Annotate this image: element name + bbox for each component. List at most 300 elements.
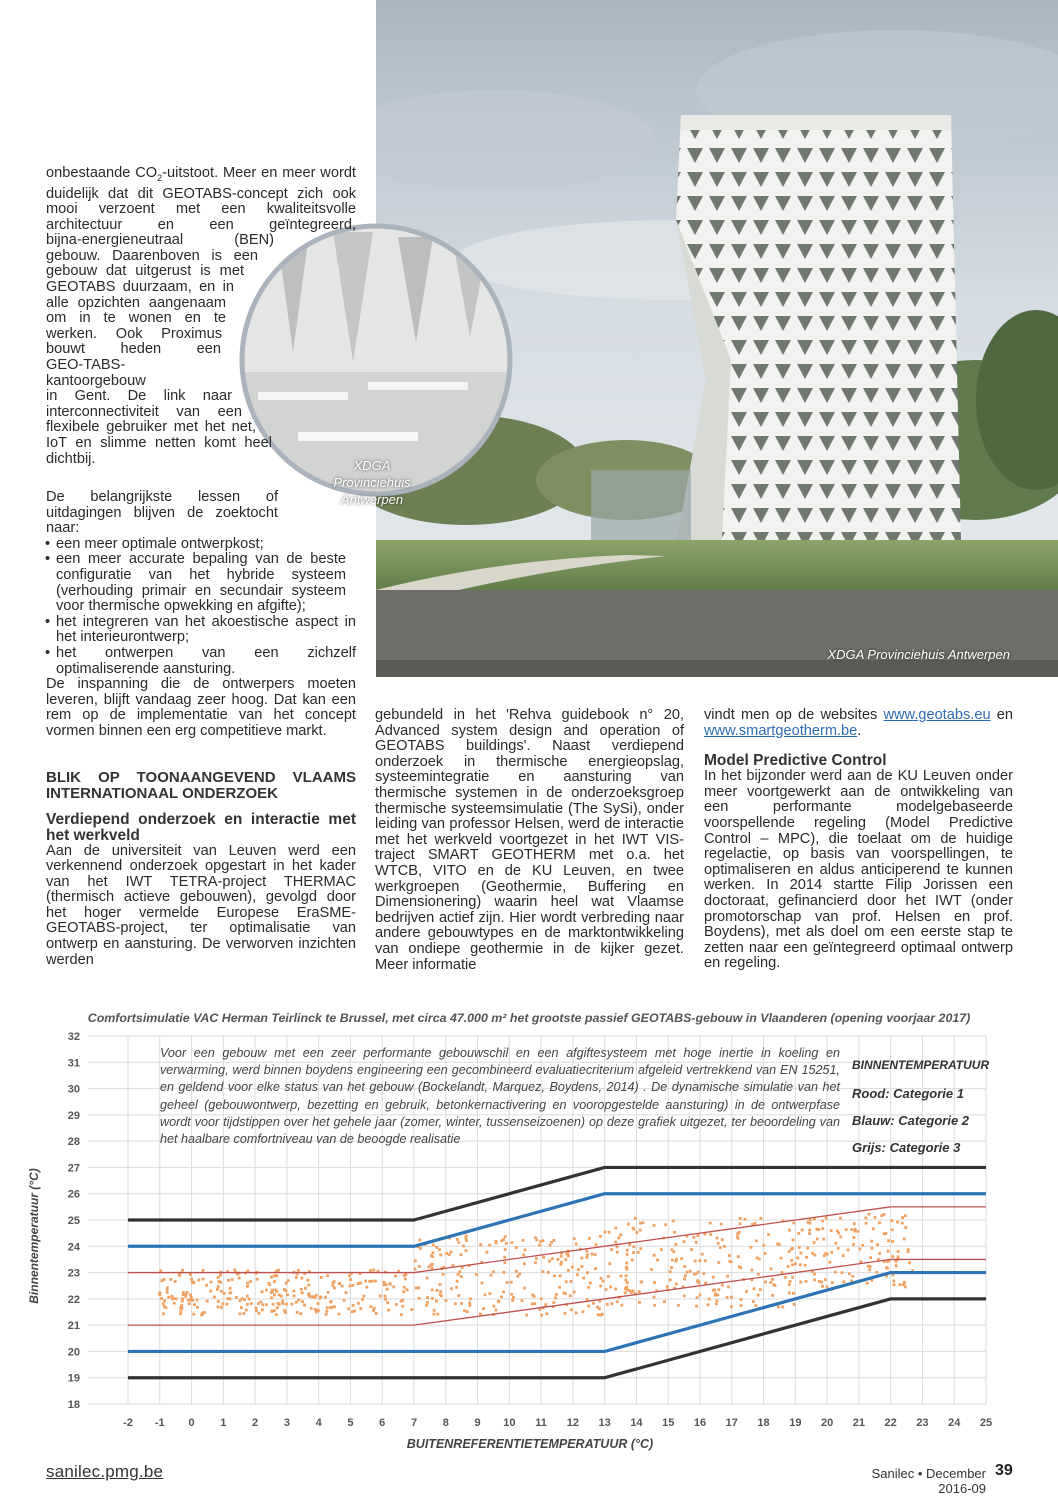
scatter-point [193, 1303, 196, 1306]
scatter-point [672, 1220, 675, 1223]
scatter-point [609, 1286, 612, 1289]
scatter-point [799, 1263, 802, 1266]
scatter-point [516, 1275, 519, 1278]
scatter-point [402, 1290, 405, 1293]
scatter-point [174, 1280, 177, 1283]
x-tick-label: 7 [410, 1417, 418, 1429]
y-axis-label: Binnentemperatuur (°C) [27, 1168, 41, 1304]
scatter-point [462, 1245, 465, 1248]
scatter-point [257, 1302, 260, 1305]
scatter-point [639, 1229, 642, 1232]
scatter-point [717, 1261, 720, 1264]
scatter-point [351, 1284, 354, 1287]
scatter-point [717, 1242, 720, 1245]
col3-paragraph: In het bijzonder werd aan de KU Leuven onder meer voortgewerkt aan de ontwikkeling van een performante modelgebaseerde voorspellende regeling (Model Predictive Control – MPC), die toelaat om de huidige regelactie, op basis van voorspellingen, te optimaliseren en aldus anticiperend te kunnen werken. In 2014 startte Filip Jorissen een doctoraat, gefinancierd door het IWT (onder promotorschap van prof. Helsen en prof. Boydens), met als doel om een eerste stap te zetten naar een geïntegreerd optimaal ontwerp en regeling. [704, 768, 1013, 972]
scatter-point [904, 1226, 907, 1229]
scatter-point [839, 1235, 842, 1238]
scatter-point [555, 1293, 558, 1296]
scatter-point [699, 1259, 702, 1262]
x-tick-label: 23 [916, 1417, 929, 1429]
scatter-point [395, 1303, 398, 1306]
scatter-point [750, 1246, 753, 1249]
scatter-point [374, 1280, 377, 1283]
scatter-point [866, 1282, 869, 1285]
scatter-point [403, 1286, 406, 1289]
scatter-point [160, 1297, 163, 1300]
scatter-point [605, 1288, 608, 1291]
footer-site[interactable]: sanilec.pmg.be [46, 1462, 164, 1481]
scatter-point [307, 1284, 310, 1287]
scatter-point [899, 1283, 902, 1286]
scatter-point [771, 1294, 774, 1297]
scatter-point [300, 1277, 303, 1280]
scatter-point [534, 1261, 537, 1264]
scatter-point [792, 1239, 795, 1242]
scatter-point [634, 1217, 637, 1220]
scatter-point [904, 1285, 907, 1288]
scatter-point [875, 1271, 878, 1274]
scatter-point [669, 1270, 672, 1273]
scatter-point [895, 1264, 898, 1267]
scatter-point [235, 1296, 238, 1299]
x-tick-label: -2 [123, 1417, 133, 1429]
scatter-point [249, 1280, 252, 1283]
scatter-point [790, 1248, 793, 1251]
x-tick-label: 5 [347, 1417, 354, 1429]
scatter-point [433, 1313, 436, 1316]
scatter-point [361, 1298, 364, 1301]
scatter-point [333, 1305, 336, 1308]
scatter-point [694, 1260, 697, 1263]
scatter-point [752, 1300, 755, 1303]
scatter-point [791, 1264, 794, 1267]
scatter-point [564, 1312, 567, 1315]
scatter-point [386, 1301, 389, 1304]
scatter-point [560, 1255, 563, 1258]
scatter-point [431, 1267, 434, 1270]
y-tick-labels [68, 1031, 81, 1411]
scatter-point [684, 1274, 687, 1277]
scatter-point [497, 1300, 500, 1303]
scatter-point [387, 1309, 390, 1312]
x-tick-label: 2 [252, 1417, 259, 1429]
column-1 [46, 166, 356, 467]
scatter-point [589, 1282, 592, 1285]
scatter-point [625, 1274, 628, 1277]
scatter-point [292, 1290, 295, 1293]
scatter-point [805, 1256, 808, 1259]
legend-title: BINNENTEMPERATUUR [852, 1058, 990, 1072]
scatter-point [807, 1221, 810, 1224]
scatter-point [837, 1232, 840, 1235]
scatter-point [158, 1293, 161, 1296]
scatter-point [220, 1290, 223, 1293]
scatter-point [515, 1246, 518, 1249]
scatter-point [901, 1216, 904, 1219]
scatter-point [405, 1273, 408, 1276]
scatter-point [533, 1302, 536, 1305]
scatter-point [239, 1299, 242, 1302]
scatter-point [608, 1262, 611, 1265]
scatter-point [445, 1299, 448, 1302]
scatter-point [577, 1268, 580, 1271]
scatter-point [908, 1261, 911, 1264]
scatter-point [343, 1299, 346, 1302]
scatter-point [903, 1282, 906, 1285]
scatter-point [896, 1221, 899, 1224]
scatter-point [826, 1253, 829, 1256]
scatter-point [431, 1251, 434, 1254]
scatter-point [435, 1246, 438, 1249]
scatter-point [576, 1273, 579, 1276]
scatter-point [238, 1277, 241, 1280]
x-tick-label: 14 [630, 1417, 643, 1429]
scatter-point [822, 1238, 825, 1241]
scatter-point [632, 1227, 635, 1230]
scatter-point [435, 1289, 438, 1292]
scatter-point [426, 1277, 429, 1280]
scatter-point [848, 1272, 851, 1275]
scatter-point [762, 1244, 765, 1247]
scatter-point [764, 1281, 767, 1284]
inset-caption-line1: XDGA Provinciehuis [333, 458, 411, 490]
scatter-point [248, 1298, 251, 1301]
scatter-point [304, 1287, 307, 1290]
scatter-point [610, 1248, 613, 1251]
scatter-point [511, 1299, 514, 1302]
scatter-point [891, 1219, 894, 1222]
subsection-heading: Model Predictive Control [704, 752, 887, 770]
scatter-point [522, 1254, 525, 1257]
col3-intro: vindt men op de websites www.geotabs.eu en www.smartgeotherm.be. [704, 707, 1013, 739]
scatter-point [792, 1292, 795, 1295]
scatter-point [465, 1235, 468, 1238]
scatter-point [726, 1275, 729, 1278]
y-tick-label: 27 [67, 1162, 80, 1175]
scatter-point [564, 1292, 567, 1295]
x-tick-label: 9 [474, 1417, 481, 1429]
scatter-point [460, 1275, 463, 1278]
scatter-point [660, 1248, 663, 1251]
scatter-point [290, 1303, 293, 1306]
scatter-point [632, 1251, 635, 1254]
scatter-point [903, 1238, 906, 1241]
scatter-point [255, 1309, 258, 1312]
geotabs-link[interactable]: www.geotabs.eu [883, 707, 991, 723]
scatter-point [708, 1298, 711, 1301]
scatter-point [505, 1242, 508, 1245]
x-tick-label: 12 [566, 1417, 580, 1429]
scatter-point [275, 1313, 278, 1316]
scatter-point [689, 1270, 692, 1273]
scatter-point [310, 1307, 313, 1310]
scatter-point [883, 1232, 886, 1235]
scatter-point [596, 1306, 599, 1309]
scatter-point [721, 1284, 724, 1287]
scatter-point [744, 1218, 747, 1221]
scatter-point [352, 1304, 355, 1307]
scatter-point [552, 1301, 555, 1304]
scatter-point [869, 1256, 872, 1259]
scatter-point [626, 1253, 629, 1256]
scatter-point [808, 1229, 811, 1232]
scatter-point [793, 1303, 796, 1306]
scatter-point [510, 1241, 513, 1244]
scatter-point [220, 1306, 223, 1309]
scatter-point [571, 1266, 574, 1269]
scatter-point [601, 1313, 604, 1316]
scatter-point [337, 1313, 340, 1316]
scatter-point [535, 1238, 538, 1241]
scatter-point [201, 1313, 204, 1316]
scatter-point [570, 1308, 573, 1311]
scatter-point [490, 1274, 493, 1277]
scatter-point [672, 1250, 675, 1253]
scatter-point [440, 1294, 443, 1297]
scatter-point [504, 1248, 507, 1251]
scatter-point [242, 1312, 245, 1315]
scatter-point [432, 1244, 435, 1247]
scatter-point [166, 1291, 169, 1294]
scatter-point [581, 1265, 584, 1268]
scatter-point [567, 1255, 570, 1258]
scatter-point [430, 1254, 433, 1257]
scatter-point [431, 1297, 434, 1300]
scatter-point [243, 1298, 246, 1301]
scatter-point [907, 1248, 910, 1251]
scatter-point [565, 1280, 568, 1283]
scatter-point [759, 1217, 762, 1220]
scatter-point [372, 1269, 375, 1272]
scatter-point [727, 1286, 730, 1289]
scatter-point [389, 1282, 392, 1285]
scatter-point [692, 1236, 695, 1239]
scatter-point [764, 1252, 767, 1255]
scatter-point [586, 1253, 589, 1256]
scatter-point [303, 1304, 306, 1307]
scatter-point [850, 1228, 853, 1231]
scatter-point [538, 1244, 541, 1247]
scatter-point [301, 1291, 304, 1294]
scatter-point [826, 1285, 829, 1288]
scatter-point [874, 1216, 877, 1219]
scatter-point [560, 1261, 563, 1264]
x-tick-label: 3 [283, 1417, 290, 1429]
scatter-point [189, 1273, 192, 1276]
scatter-point [307, 1279, 310, 1282]
scatter-point [837, 1247, 840, 1250]
scatter-point [680, 1257, 683, 1260]
scatter-point [192, 1313, 195, 1316]
scatter-point [296, 1311, 299, 1314]
scatter-point [348, 1274, 351, 1277]
scatter-point [197, 1279, 200, 1282]
x-tick-label: 20 [820, 1417, 834, 1429]
scatter-point [357, 1302, 360, 1305]
scatter-point [285, 1282, 288, 1285]
scatter-point [650, 1268, 653, 1271]
scatter-point [326, 1310, 329, 1313]
scatter-point [709, 1233, 712, 1236]
scatter-point [365, 1286, 368, 1289]
y-tick-label: 21 [67, 1320, 80, 1333]
scatter-point [394, 1275, 397, 1278]
scatter-point [606, 1303, 609, 1306]
scatter-point [558, 1286, 561, 1289]
scatter-point [616, 1246, 619, 1249]
scatter-point [379, 1295, 382, 1298]
scatter-point [196, 1306, 199, 1309]
x-tick-label: 6 [379, 1417, 386, 1429]
scatter-point [179, 1307, 182, 1310]
scatter-point [216, 1288, 219, 1291]
scatter-point [372, 1309, 375, 1312]
scatter-point [811, 1252, 814, 1255]
scatter-point [813, 1273, 816, 1276]
scatter-point [485, 1251, 488, 1254]
scatter-point [463, 1309, 466, 1312]
scatter-point [488, 1292, 491, 1295]
x-tick-label: 13 [598, 1417, 611, 1429]
y-tick-label: 22 [67, 1293, 80, 1306]
scatter-point [371, 1280, 374, 1283]
scatter-point [418, 1265, 421, 1268]
scatter-point [175, 1297, 178, 1300]
scatter-point [638, 1290, 641, 1293]
scatter-point [213, 1296, 216, 1299]
scatter-point [586, 1271, 589, 1274]
scatter-point [159, 1269, 162, 1272]
scatter-point [816, 1238, 819, 1241]
y-tick-label: 28 [67, 1136, 80, 1149]
scatter-point [824, 1278, 827, 1281]
scatter-point [162, 1302, 165, 1305]
scatter-point [602, 1280, 605, 1283]
scatter-point [653, 1281, 656, 1284]
scatter-point [286, 1293, 289, 1296]
scatter-point [166, 1288, 169, 1291]
scatter-point [701, 1253, 704, 1256]
scatter-point [834, 1271, 837, 1274]
scatter-point [456, 1238, 459, 1241]
scatter-point [272, 1303, 275, 1306]
scatter-point [767, 1233, 770, 1236]
scatter-point [582, 1310, 585, 1313]
scatter-point [417, 1286, 420, 1289]
scatter-point [653, 1254, 656, 1257]
scatter-point [878, 1221, 881, 1224]
scatter-point [674, 1243, 677, 1246]
scatter-point [797, 1232, 800, 1235]
scatter-point [551, 1257, 554, 1260]
scatter-point [217, 1285, 220, 1288]
scatter-point [640, 1281, 643, 1284]
scatter-point [531, 1303, 534, 1306]
scatter-point [704, 1282, 707, 1285]
scatter-point [265, 1289, 268, 1292]
scatter-point [876, 1243, 879, 1246]
scatter-point [219, 1274, 222, 1277]
scatter-point [271, 1309, 274, 1312]
scatter-point [353, 1310, 356, 1313]
footer-publication: Sanilec • December 2016-09 [871, 1466, 986, 1496]
scatter-point [639, 1222, 642, 1225]
scatter-point [439, 1254, 442, 1257]
scatter-point [438, 1248, 441, 1251]
scatter-point [278, 1294, 281, 1297]
scatter-point [500, 1239, 503, 1242]
scatter-point [796, 1257, 799, 1260]
scatter-point [347, 1307, 350, 1310]
scatter-point [493, 1305, 496, 1308]
scatter-point [542, 1256, 545, 1259]
scatter-point [857, 1230, 860, 1233]
scatter-point [626, 1249, 629, 1252]
scatter-point [755, 1304, 758, 1307]
scatter-point [506, 1281, 509, 1284]
scatter-point [229, 1287, 232, 1290]
scatter-point [187, 1299, 190, 1302]
scatter-point [788, 1292, 791, 1295]
scatter-point [834, 1242, 837, 1245]
col2-paragraph: gebundeld in het 'Rehva guidebook n° 20, Advanced system design and operation of GEOTABS buildings'. Naast verdiepend onderzoek in thermische energieopslag, systeemintegratie en aansturing van thermische systemen in de onderzoeksgroep thermische systeemsimulatie (The SySi), onder leiding van professor Helsen, werd de interactie met het werkveld voortgezet in het IWT VIS-traject SMART GEOTHERM met o.a. het WTCB, VITO en de KU Leuven, en twee werkgroepen (Geothermie, Buffering en Dimensionering) waarin heel wat Vlaamse bedrijven actief zijn. Hier wordt verbreding naar andere gebouwtypes en de marktontwikkeling van ondiepe geothermie in de kijker gezet. Meer informatie [375, 707, 684, 973]
scatter-point [217, 1305, 220, 1308]
x-tick-label: 22 [884, 1417, 897, 1429]
scatter-point [616, 1251, 619, 1254]
scatter-point [285, 1303, 288, 1306]
scatter-point [769, 1281, 772, 1284]
scatter-point [683, 1265, 686, 1268]
scatter-point [670, 1266, 673, 1269]
scatter-point [614, 1227, 617, 1230]
scatter-point [789, 1280, 792, 1283]
scatter-point [617, 1236, 620, 1239]
scatter-point [181, 1269, 184, 1272]
col1-paragraph-4: Aan de universiteit van Leuven werd een verkennend onderzoek opgestart in het kader van het IWT TETRA-project THERMAC (thermisch actieve gebouwen), gevolgd door het hoger vermelde Europese EraSME-GEOTABS-project, ter optimalisatie van ontwerp en aansturing. De verworven inzichten werden [46, 842, 356, 968]
scatter-point [315, 1294, 318, 1297]
scatter-point [238, 1312, 241, 1315]
scatter-point [588, 1237, 591, 1240]
scatter-point [788, 1283, 791, 1286]
scatter-point [345, 1291, 348, 1294]
scatter-point [189, 1293, 192, 1296]
scatter-point [653, 1296, 656, 1299]
scatter-point [324, 1296, 327, 1299]
scatter-point [792, 1221, 795, 1224]
scatter-point [167, 1296, 170, 1299]
scatter-point [671, 1259, 674, 1262]
scatter-point [852, 1275, 855, 1278]
scatter-point [663, 1300, 666, 1303]
scatter-point [357, 1282, 360, 1285]
scatter-point [525, 1314, 528, 1317]
scatter-point [320, 1276, 323, 1279]
scatter-point [295, 1301, 298, 1304]
scatter-point [821, 1220, 824, 1223]
scatter-point [759, 1288, 762, 1291]
scatter-point [460, 1253, 463, 1256]
scatter-point [348, 1285, 351, 1288]
smartgeotherm-link[interactable]: www.smartgeotherm.be [704, 722, 858, 739]
col1-bullet: • het ontwerpen van een zichzelf optimaliserende aansturing. [46, 646, 356, 677]
scatter-point [608, 1231, 611, 1234]
scatter-point [871, 1247, 874, 1250]
scatter-point [431, 1288, 434, 1291]
y-tick-label: 26 [67, 1188, 80, 1201]
scatter-points [158, 1213, 914, 1317]
scatter-point [864, 1217, 867, 1220]
scatter-point [867, 1265, 870, 1268]
